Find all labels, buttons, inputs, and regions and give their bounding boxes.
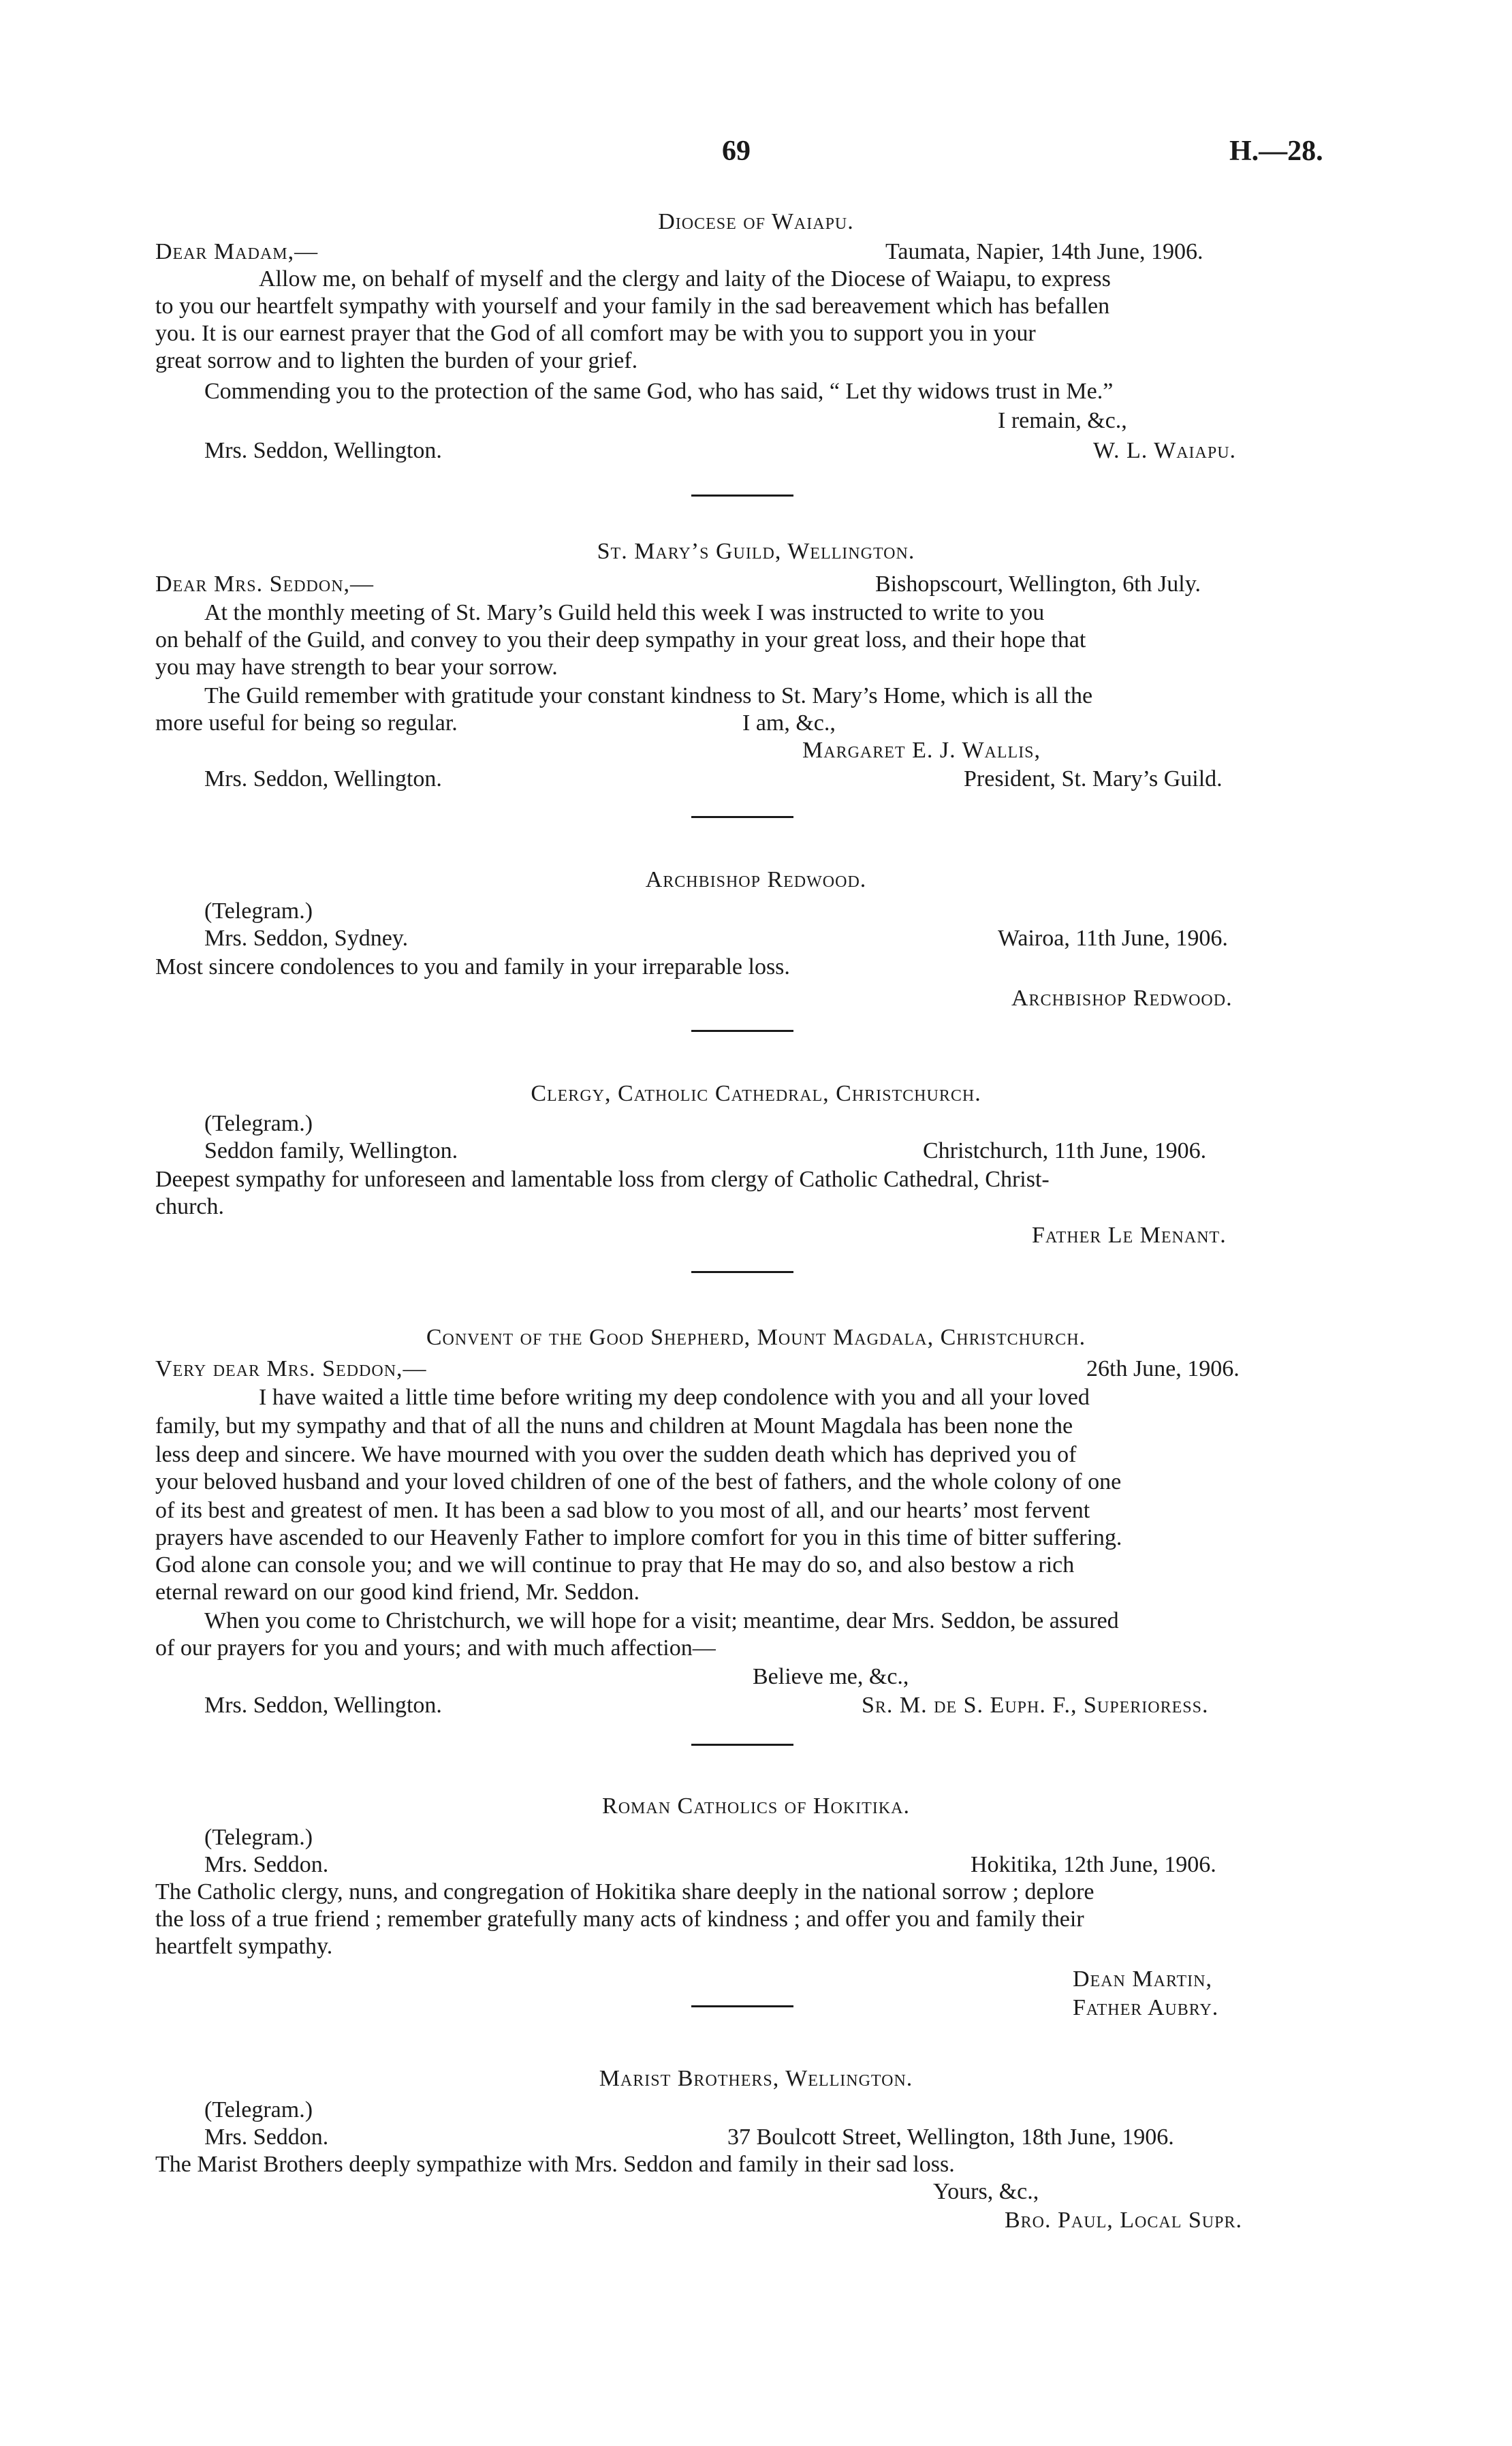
body-line: Commending you to the protection of the same God, who has said, “ Let thy widows trust in Me.” — [204, 379, 1114, 404]
place-date: Hokitika, 12th June, 1906. — [971, 1852, 1216, 1877]
closing: Yours, &c., — [933, 2179, 1039, 2204]
addressee: Mrs. Seddon. — [204, 1852, 329, 1877]
body-line: Allow me, on behalf of myself and the clergy and laity of the Diocese of Waiapu, to express — [259, 266, 1111, 292]
addressee: Seddon family, Wellington. — [204, 1138, 458, 1163]
body-line: you. It is our earnest prayer that the God of all comfort may be with you to support you in your — [155, 321, 1036, 346]
body-line: Deepest sympathy for unforeseen and lamentable loss from clergy of Catholic Cathedral, Christ- — [155, 1167, 1050, 1192]
telegram-note: (Telegram.) — [204, 898, 313, 924]
signature: Father Aubry. — [1073, 1995, 1219, 2020]
signature: Archbishop Redwood. — [1011, 986, 1233, 1011]
place-date: 37 Boulcott Street, Wellington, 18th June, 1906. — [727, 2124, 1174, 2150]
closing: I remain, &c., — [998, 408, 1127, 433]
place-date: Christchurch, 11th June, 1906. — [923, 1138, 1207, 1163]
closing: I am, &c., — [742, 710, 836, 736]
section-divider — [691, 1271, 793, 1273]
section-divider — [691, 1744, 793, 1746]
telegram-note: (Telegram.) — [204, 2097, 313, 2122]
body-line: of its best and greatest of men. It has been a sad blow to you most of all, and our hearts’ most fervent — [155, 1498, 1090, 1523]
addressee: Mrs. Seddon. — [204, 2124, 329, 2150]
page-number: 69 — [722, 136, 751, 167]
place-date: Bishopscourt, Wellington, 6th July. — [875, 571, 1201, 597]
body-line: on behalf of the Guild, and convey to you their deep sympathy in your great loss, and their hope that — [155, 627, 1086, 653]
addressee: Mrs. Seddon, Wellington. — [204, 766, 442, 791]
signature: Dean Martin, — [1073, 1966, 1212, 1992]
body-line: God alone can console you; and we will continue to pray that He may do so, and also bestow a rich — [155, 1552, 1075, 1578]
body-line: At the monthly meeting of St. Mary’s Guild held this week I was instructed to write to you — [204, 600, 1045, 625]
body-line: more useful for being so regular. — [155, 710, 458, 736]
signature: W. L. Waiapu. — [1093, 438, 1237, 463]
body-line: The Catholic clergy, nuns, and congregation of Hokitika share deeply in the national sorrow ; deplore — [155, 1879, 1094, 1904]
body-line: of our prayers for you and yours; and with much affection— — [155, 1635, 716, 1661]
letter-title-archbishop-redwood: Archbishop Redwood. — [645, 867, 867, 892]
signature-title: President, St. Mary’s Guild. — [964, 766, 1223, 791]
salutation: Very dear Mrs. Seddon,— — [155, 1356, 427, 1381]
signature: Margaret E. J. Wallis, — [802, 738, 1041, 763]
signature: Bro. Paul, Local Supr. — [1005, 2208, 1242, 2233]
place-date: 26th June, 1906. — [1086, 1356, 1240, 1381]
addressee: Mrs. Seddon, Sydney. — [204, 926, 409, 951]
signature: Sr. M. de S. Euph. F., Superioress. — [862, 1693, 1209, 1718]
letter-title-catholic-cathedral: Clergy, Catholic Cathedral, Christchurch. — [531, 1081, 981, 1106]
signature: Father Le Menant. — [1032, 1223, 1227, 1248]
body-line: to you our heartfelt sympathy with yourself and your family in the sad bereavement which has befallen — [155, 294, 1110, 319]
addressee: Mrs. Seddon, Wellington. — [204, 438, 442, 463]
section-divider — [691, 1030, 793, 1032]
body-line: heartfelt sympathy. — [155, 1934, 333, 1959]
place-date: Wairoa, 11th June, 1906. — [998, 926, 1228, 951]
salutation: Dear Madam,— — [155, 239, 319, 264]
letter-title-marist-brothers: Marist Brothers, Wellington. — [599, 2066, 913, 2091]
body-line: family, but my sympathy and that of all the nuns and children at Mount Magdala has been none the — [155, 1413, 1073, 1439]
closing: Believe me, &c., — [753, 1664, 909, 1689]
addressee: Mrs. Seddon, Wellington. — [204, 1693, 442, 1718]
body-line: your beloved husband and your loved children of one of the best of fathers, and the whole colony of one — [155, 1469, 1122, 1494]
body-line: great sorrow and to lighten the burden of your grief. — [155, 348, 638, 373]
section-divider — [691, 495, 793, 497]
salutation: Dear Mrs. Seddon,— — [155, 571, 375, 597]
letter-title-st-marys-guild: St. Mary’s Guild, Wellington. — [597, 539, 915, 564]
body-line: eternal reward on our good kind friend, Mr. Seddon. — [155, 1580, 640, 1605]
letter-title-convent-good-shepherd: Convent of the Good Shepherd, Mount Magdala, Christchurch. — [426, 1325, 1086, 1350]
section-divider — [691, 2005, 793, 2007]
body-line: the loss of a true friend ; remember gratefully many acts of kindness ; and offer you and family their — [155, 1907, 1084, 1932]
body-line: The Guild remember with gratitude your constant kindness to St. Mary’s Home, which is all the — [204, 683, 1093, 708]
body-line: The Marist Brothers deeply sympathize with Mrs. Seddon and family in their sad loss. — [155, 2152, 955, 2177]
telegram-note: (Telegram.) — [204, 1111, 313, 1136]
body-line: prayers have ascended to our Heavenly Father to implore comfort for you in this time of bitter suffering. — [155, 1525, 1122, 1550]
body-line: less deep and sincere. We have mourned with you over the sudden death which has deprived you of — [155, 1442, 1077, 1467]
body-line: I have waited a little time before writing my deep condolence with you and all your loved — [259, 1385, 1090, 1410]
telegram-note: (Telegram.) — [204, 1825, 313, 1850]
place-date: Taumata, Napier, 14th June, 1906. — [885, 239, 1203, 264]
document-reference: H.—28. — [1229, 136, 1323, 167]
letter-title-diocese-waiapu: Diocese of Waiapu. — [658, 209, 854, 234]
body-line: you may have strength to bear your sorrow. — [155, 655, 558, 680]
body-line: Most sincere condolences to you and family in your irreparable loss. — [155, 954, 790, 979]
section-divider — [691, 816, 793, 818]
body-line: When you come to Christchurch, we will hope for a visit; meantime, dear Mrs. Seddon, be assured — [204, 1608, 1119, 1633]
body-line: church. — [155, 1194, 225, 1219]
letter-title-roman-catholics-hokitika: Roman Catholics of Hokitika. — [602, 1793, 910, 1819]
